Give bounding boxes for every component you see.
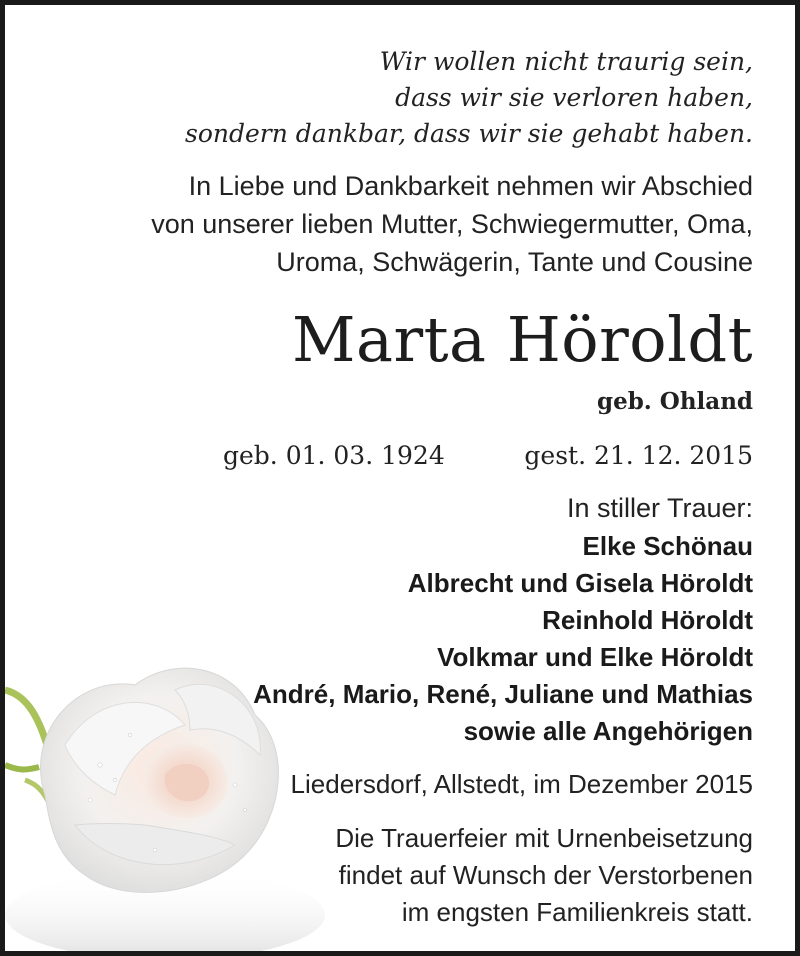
- intro-line-1: In Liebe und Dankbarkeit nehmen wir Abschied: [188, 171, 753, 201]
- poem-line-3: sondern dankbar, dass wir sie gehabt haben.: [185, 119, 753, 148]
- mourner-name: Albrecht und Gisela Höroldt: [407, 568, 753, 598]
- mourner-name: Reinhold Höroldt: [542, 605, 753, 635]
- service-line-3: im engsten Familienkreis statt.: [401, 897, 753, 927]
- poem-line-2: dass wir sie verloren haben,: [395, 83, 753, 112]
- deceased-name: Marta Höroldt: [292, 303, 753, 376]
- maiden-name: geb. Ohland: [596, 388, 753, 415]
- service-line-2: findet auf Wunsch der Verstorbenen: [338, 860, 753, 890]
- mourners-heading: In stiller Trauer:: [566, 493, 753, 523]
- mourner-name: Volkmar und Elke Höroldt: [437, 642, 753, 672]
- poem-line-1: Wir wollen nicht traurig sein,: [379, 47, 753, 76]
- intro-line-2: von unserer lieben Mutter, Schwiegermutter, Oma,: [151, 209, 753, 239]
- place-date: Liedersdorf, Allstedt, im Dezember 2015: [290, 769, 753, 799]
- birth-date: geb. 01. 03. 1924: [223, 441, 445, 470]
- mourner-name: sowie alle Angehörigen: [463, 716, 753, 746]
- mourner-name: Elke Schönau: [582, 531, 753, 561]
- death-date: gest. 21. 12. 2015: [524, 441, 753, 470]
- service-line-1: Die Trauerfeier mit Urnenbeisetzung: [335, 823, 753, 853]
- intro-line-3: Uroma, Schwägerin, Tante und Cousine: [276, 247, 753, 277]
- mourner-name: André, Mario, René, Juliane und Mathias: [253, 679, 753, 709]
- white-rose-icon: [5, 595, 325, 956]
